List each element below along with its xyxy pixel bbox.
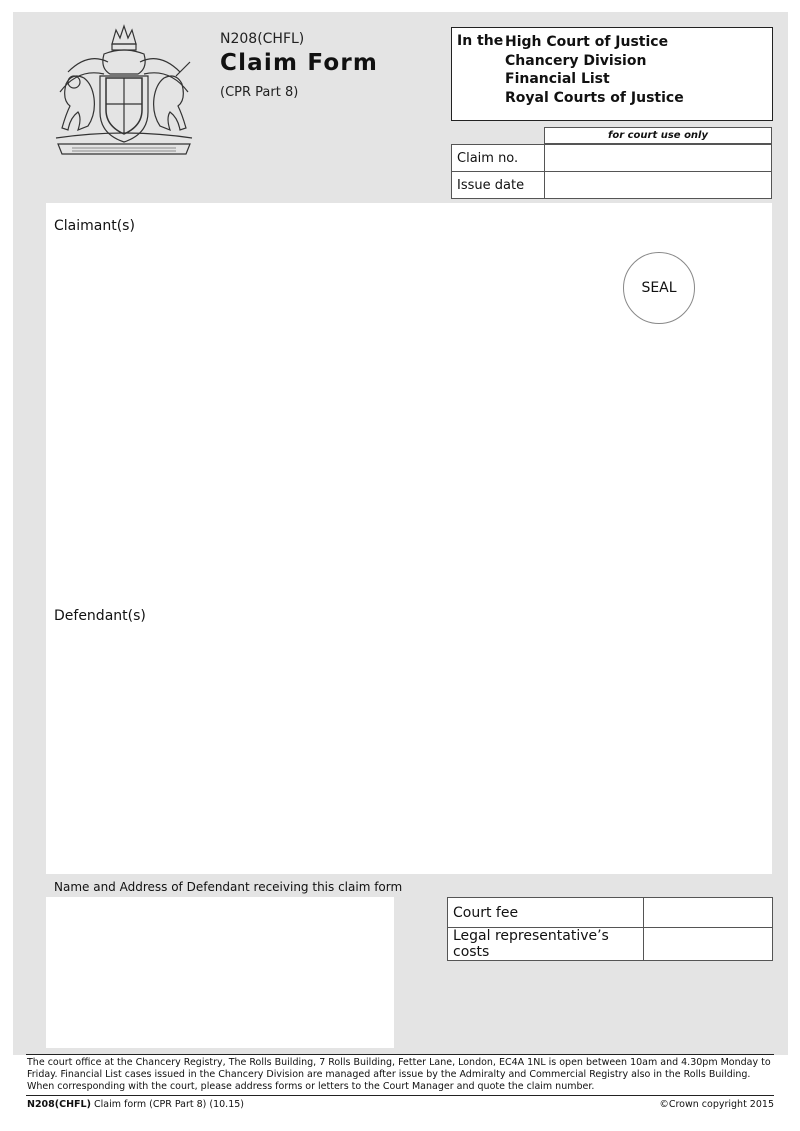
court-line: Chancery Division [505,52,647,69]
defendant-address-field[interactable] [46,897,394,1048]
claimant-label: Claimant(s) [54,218,135,234]
defendant-label: Defendant(s) [54,608,146,624]
footer-copyright: ©Crown copyright 2015 [659,1099,774,1110]
claim-no-field[interactable] [545,145,772,172]
court-line: High Court of Justice [505,34,669,50]
issue-date-field[interactable] [545,172,772,199]
seal-stamp: SEAL [623,252,695,324]
legal-costs-label: Legal representative’s costs [448,928,644,961]
defendant-address-label: Name and Address of Defendant receiving this claim form [54,880,403,894]
footer-code-desc: Claim form (CPR Part 8) (10.15) [93,1099,244,1110]
table-row [448,928,773,961]
issue-date-label: Issue date [452,172,545,199]
footer-divider [26,1095,774,1096]
court-fee-label: Court fee [448,898,644,928]
footer-divider [26,1054,774,1055]
fees-table [447,897,773,961]
parties-field[interactable] [46,203,772,874]
form-title: Claim Form [220,50,379,76]
footer-code-bold: N208(CHFL) [27,1099,91,1110]
court-fee-field[interactable] [644,898,773,928]
table-row [452,172,772,199]
royal-coat-of-arms-icon [48,22,200,158]
legal-costs-field[interactable] [644,928,773,961]
court-in-the-label: In the [457,33,504,49]
form-code: N208(CHFL) [220,31,305,47]
court-line: Royal Courts of Justice [505,89,684,106]
court-use-only-label: for court use only [544,127,772,144]
footer-notice: The court office at the Chancery Registry, The Rolls Building, 7 Rolls Building, Fetter Lane, London, EC4A 1NL is open between 10am and 4.30pm Monday to Friday. Financial List cases issued in the Chancery Division are managed after issue by the Admiralty and Commercial Registry also in the Rolls Building. When corresponding with the court, please address forms or letters to the Court Manager and quote the claim number. [27,1057,771,1092]
court-name-lines [505,33,684,107]
court-line: Financial List [505,71,610,87]
claim-no-label: Claim no. [452,145,545,172]
form-subtitle: (CPR Part 8) [220,85,299,100]
table-row [452,145,772,172]
court-use-table [451,144,772,199]
footer-form-code [27,1099,244,1110]
court-name-box [451,27,773,121]
table-row [448,898,773,928]
